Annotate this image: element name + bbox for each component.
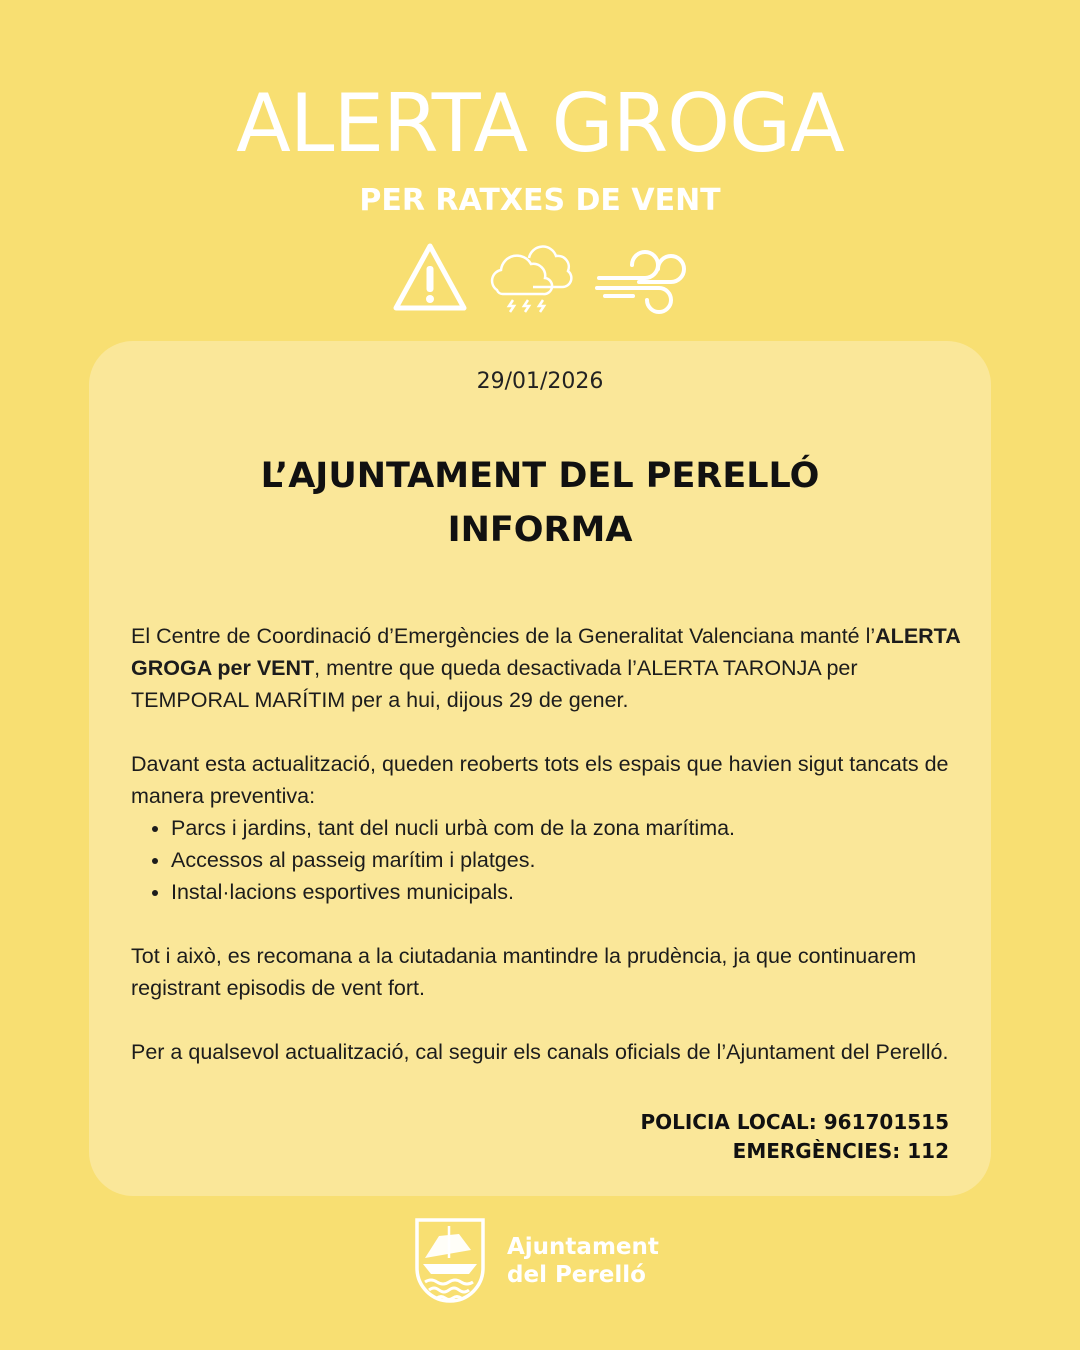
paragraph-reopened: Davant esta actualització, queden reoberts tots els espais que havien sigut tancats de manera preventiva: [131, 752, 949, 808]
paragraph-prudence: Tot i això, es recomana a la ciutadania mantindre la prudència, ja que continuarem registrant episodis de vent fort. [131, 944, 917, 1000]
list-item: • Parcs i jardins, tant del nucli urbà com de la zona marítima. [171, 812, 961, 844]
emergency-contact: EMERGÈNCIES: 112 [732, 1139, 949, 1163]
paragraph-1-start: El Centre de Coordinació d’Emergències de la Generalitat Valenciana manté l’ [131, 624, 876, 648]
storm-cloud-icon [483, 238, 579, 316]
heading-line-2: INFORMA [447, 510, 633, 550]
alert-icons [0, 238, 1080, 322]
notice-body [131, 620, 961, 1100]
paragraph-1-end: , mentre que queda desactivada l’ALERTA TARONJA per TEMPORAL MARÍTIM per a hui, dijous 29 de gener. [131, 656, 858, 712]
footer [413, 1216, 659, 1306]
list-item: • Instal·lacions esportives municipals. [171, 876, 961, 908]
notice-card [89, 341, 991, 1196]
paragraph-1-highlight: ALERTA GROGA per VENT [131, 624, 960, 680]
paragraph-official-channels: Per a qualsevol actualització, cal seguir els canals oficials de l’Ajuntament del Perelló. [131, 1040, 949, 1064]
ajuntament-shield-logo [413, 1216, 487, 1306]
alert-title: ALERTA GROGA [236, 77, 844, 170]
list-item: • Accessos al passeig marítim i platges. [171, 844, 961, 876]
wind-icon [593, 238, 689, 322]
notice-date: 29/01/2026 [476, 369, 604, 394]
alert-subtitle: PER RATXES DE VENT [359, 183, 721, 218]
contact-numbers [640, 1108, 949, 1166]
reopened-spaces-list [131, 812, 961, 908]
footer-org-line-2: del Perelló [507, 1262, 646, 1288]
police-contact: POLICIA LOCAL: 961701515 [640, 1110, 949, 1134]
paragraph-alert-status [131, 620, 961, 716]
notice-heading [89, 449, 991, 557]
footer-org-line-1: Ajuntament [507, 1234, 659, 1260]
heading-line-1: L’AJUNTAMENT DEL PERELLÓ [260, 456, 820, 496]
warning-triangle-icon [391, 238, 469, 316]
footer-org-name [507, 1233, 659, 1289]
